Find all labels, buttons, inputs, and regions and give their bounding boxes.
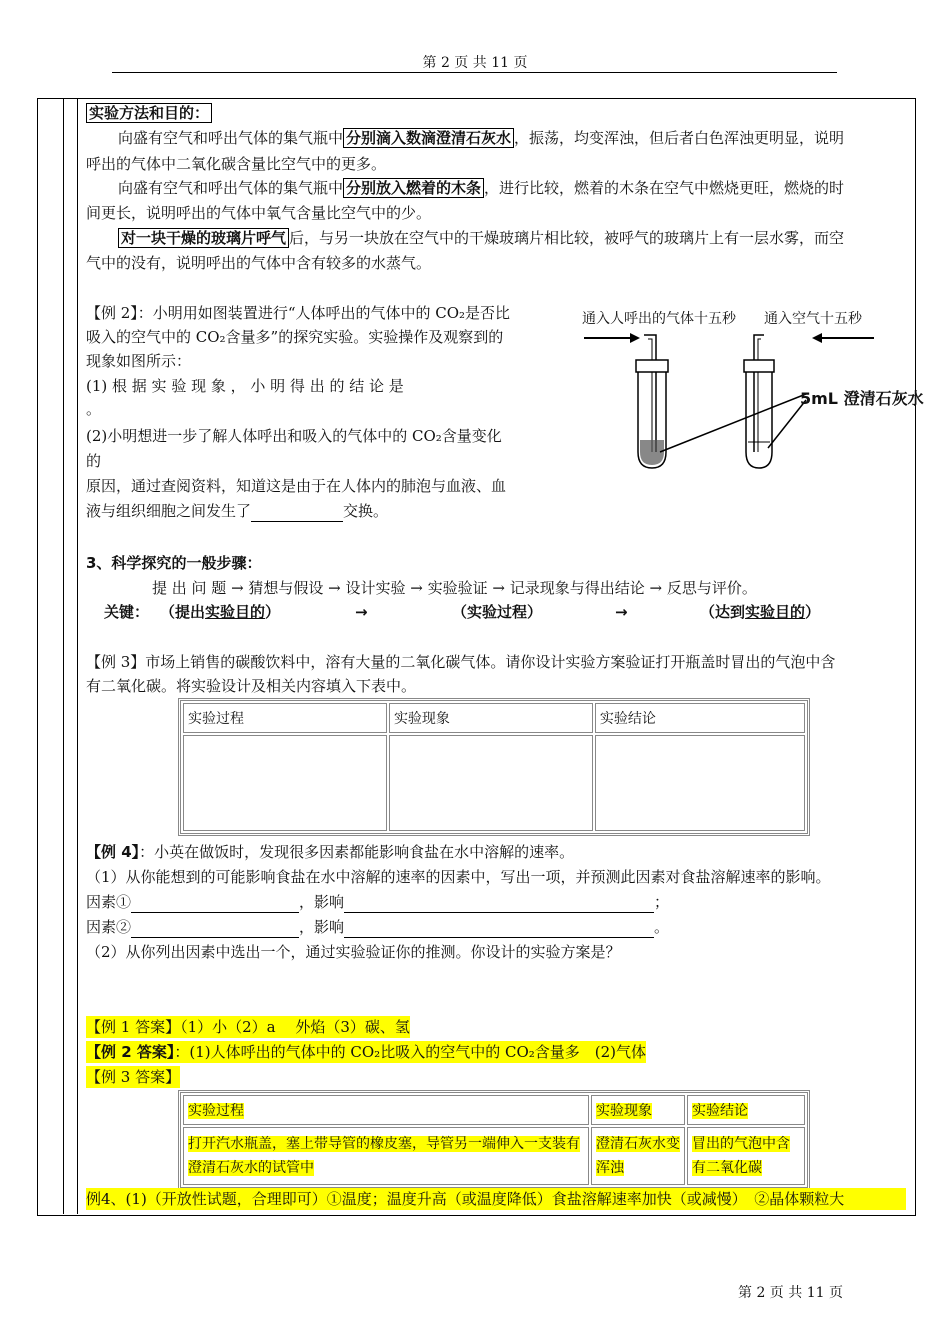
table-header: 实验过程 — [183, 1095, 589, 1125]
table-cell: 打开汽水瓶盖，塞上带导管的橡皮塞，导管另一端伸入一支装有澄清石灰水的试管中 — [183, 1127, 589, 1185]
table-header: 实验现象 — [389, 703, 593, 733]
table-header: 实验结论 — [687, 1095, 805, 1125]
figure-label-breath: 通入人呼出的气体十五秒 — [582, 311, 736, 327]
figure-label-air: 通入空气十五秒 — [764, 311, 862, 327]
methods-p3-line2: 气中的没有，说明呼出的气体中含有较多的水蒸气。 — [86, 254, 432, 272]
steps-key-1: （提出实验目的） — [160, 603, 281, 621]
table-cell: 冒出的气泡中含有二氧化碳 — [687, 1127, 805, 1185]
ex2-line: (2)小明想进一步了解人体呼出和吸入的气体中的 CO₂含量变化 — [86, 427, 502, 445]
page-header: 第 2 页 共 11 页 — [422, 55, 528, 71]
methods-p3: 对一块干燥的玻璃片呼气 后，与另一块放在空气中的干燥玻璃片相比较，被呼气的玻璃片上有一层水雾，而空 — [118, 227, 844, 249]
methods-p1: 向盛有空气和呼出气体的集气瓶中 分别滴入数滴澄清石灰水 ，振荡，均变浑浊，但后者白色浑浊更明显，说明 — [118, 129, 845, 147]
answer-blank[interactable] — [344, 921, 654, 938]
ex4-line: 【例 4】：小英在做饭时，发现很多因素都能影响食盐在水中溶解的速率。 — [86, 843, 575, 861]
answer-ex4: 例4、(1)（开放性试题，合理即可）①温度；温度升高（或温度降低）食盐溶解速率加快（或减慢） ②晶体颗粒大 — [86, 1188, 906, 1210]
methods-p1-line2: 呼出的气体中二氧化碳含量比空气中的更多。 — [86, 155, 387, 173]
page-footer: 第 2 页 共 11 页 — [738, 1285, 843, 1301]
experiment-figure — [578, 302, 936, 478]
table-cell: 澄清石灰水变浑浊 — [591, 1127, 685, 1185]
frame-column-divider — [63, 98, 64, 1214]
ex2-line: 吸入的空气中的 CO₂含量多”的探究实验。实验操作及观察到的 — [86, 328, 504, 346]
ex2-line: 。 — [86, 400, 102, 418]
steps-key-label: 关键： — [104, 603, 150, 621]
ex4-line: （2）从你列出因素中选出一个，通过实验验证你的推测。你设计的实验方案是？ — [86, 943, 621, 961]
steps-arrow: → — [615, 603, 628, 621]
answer-table — [178, 1090, 810, 1190]
ex2-line: 原因，通过查阅资料，知道这是由于在人体内的肺泡与血液、血 — [86, 477, 507, 495]
answer-blank[interactable] — [344, 896, 654, 913]
answer-ex3-label: 【例 3 答案】 — [86, 1068, 181, 1086]
answer-blank[interactable] — [251, 505, 343, 522]
table-cell-empty[interactable] — [183, 735, 387, 831]
answer-blank[interactable] — [131, 896, 299, 913]
ex2-line: (1) 根 据 实 验 现 象 ， 小 明 得 出 的 结 论 是 — [86, 377, 404, 395]
steps-arrow: → — [355, 603, 368, 621]
methods-p2: 向盛有空气和呼出气体的集气瓶中 分别放入燃着的木条 ，进行比较，燃着的木条在空气中燃烧更旺，燃烧的时 — [118, 179, 845, 197]
table-header: 实验过程 — [183, 703, 387, 733]
methods-p2-line2: 间更长，说明呼出的气体中氧气含量比空气中的少。 — [86, 204, 432, 222]
frame-column-divider — [77, 98, 78, 1214]
header-rule — [112, 72, 837, 73]
methods-heading: 实验方法和目的： — [86, 102, 212, 124]
ex2-line: 现象如图所示： — [86, 352, 192, 370]
ex4-factor-1: 因素① ，影响 ； — [86, 893, 670, 911]
steps-key-3: （达到实验目的） — [700, 603, 821, 621]
steps-key-2: （实验过程） — [452, 603, 543, 621]
table-header: 实验结论 — [595, 703, 805, 733]
ex3-line: 【例 3】市场上销售的碳酸饮料中，溶有大量的二氧化碳气体。请你设计实验方案验证打开瓶盖时冒出的气泡中含 — [86, 653, 836, 671]
steps-heading: 3、科学探究的一般步骤： — [86, 554, 262, 572]
ex2-line: 的 — [86, 452, 102, 470]
ex2-line: 【例 2】：小明用如图装置进行“人体呼出的气体中的 CO₂是否比 — [86, 304, 511, 322]
steps-flow: 提 出 问 题 → 猜想与假设 → 设计实验 → 实验验证 → 记录现象与得出结论 → 反思与评价。 — [152, 579, 757, 597]
answer-blank[interactable] — [131, 921, 299, 938]
ex4-line: （1）从你能想到的可能影响食盐在水中溶解的速率的因素中，写出一项，并预测此因素对食盐溶解速率的影响。 — [86, 868, 831, 886]
ex2-line: 液与组织细胞之间发生了 交换。 — [86, 502, 389, 520]
table-cell-empty[interactable] — [595, 735, 805, 831]
table-header: 实验现象 — [591, 1095, 685, 1125]
answer-ex1: 【例 1 答案】（1）小（2）a 外焰（3）碳、氢 — [86, 1018, 410, 1036]
figure-label-limewater: 5mL 澄清石灰水 — [800, 389, 924, 408]
table-cell-empty[interactable] — [389, 735, 593, 831]
ex3-table — [178, 698, 810, 836]
answer-ex2: 【例 2 答案】：(1)人体呼出的气体中的 CO₂比吸入的空气中的 CO₂含量多 (2)气体 — [86, 1043, 646, 1061]
ex4-factor-2: 因素② ，影响 。 — [86, 918, 670, 936]
ex3-line: 有二氧化碳。将实验设计及相关内容填入下表中。 — [86, 677, 417, 695]
